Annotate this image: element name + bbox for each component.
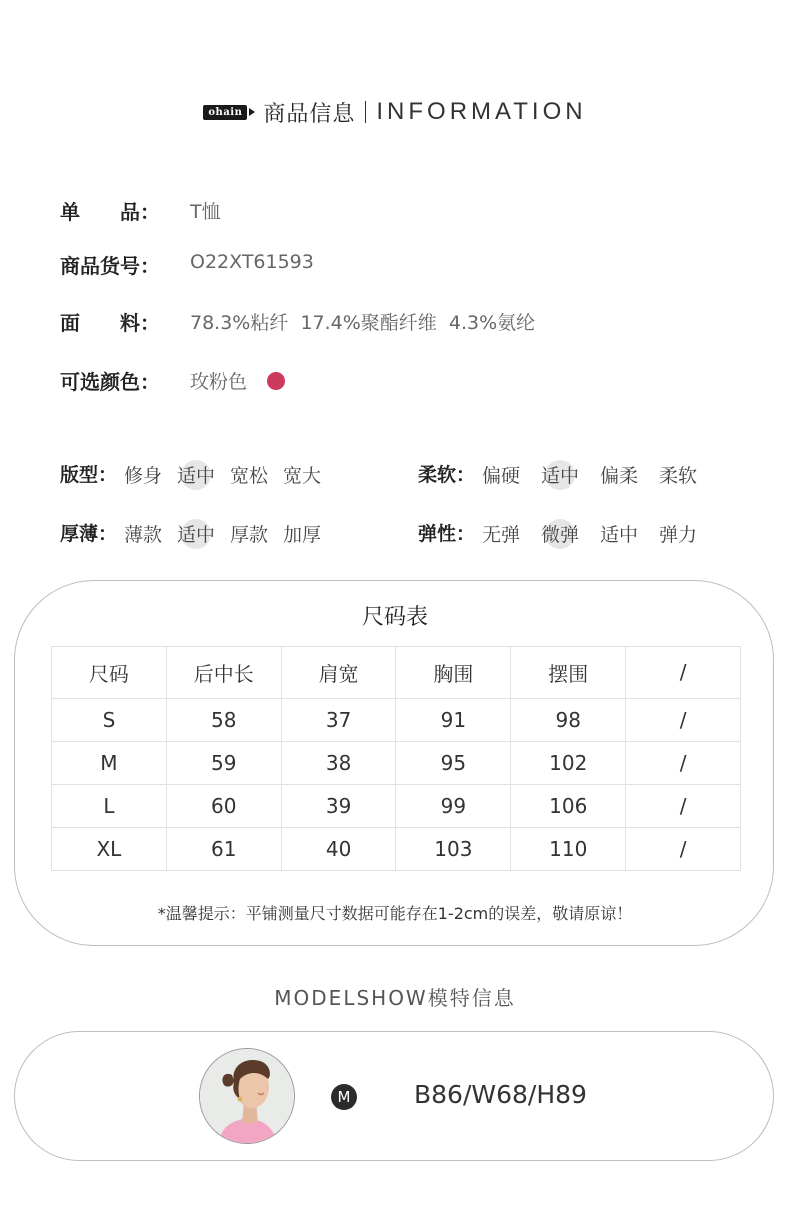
table-header-row	[52, 647, 741, 699]
table-cell: 38	[281, 741, 396, 784]
size-table	[51, 646, 741, 871]
model-section-title: MODELSHOW模特信息	[274, 986, 516, 1010]
model-size-badge: M	[331, 1084, 357, 1110]
info-value-sku: O22XT61593	[190, 251, 314, 273]
attr-fit-option: 宽大	[283, 465, 322, 487]
table-row	[52, 784, 741, 827]
brand-logo: ohain	[203, 105, 247, 120]
model-portrait-icon	[200, 1049, 295, 1144]
table-cell: XL	[52, 827, 167, 870]
table-cell: 110	[511, 827, 626, 870]
attr-thickness-option: 厚款	[230, 524, 269, 546]
attr-softness-option: 偏柔	[600, 465, 639, 487]
attr-label-fit: 版型：	[60, 464, 118, 486]
measurement-note: *温馨提示：平铺测量尺寸数据可能存在1-2cm的误差，敬请原谅！	[157, 904, 633, 923]
model-info-panel	[14, 1031, 774, 1161]
table-cell: 39	[281, 784, 396, 827]
attr-softness-option-selected: 适中	[541, 461, 579, 488]
attr-fit-option-selected: 适中	[177, 461, 215, 488]
info-label-fabric: 面 料：	[60, 311, 160, 335]
table-cell: 98	[511, 698, 626, 741]
info-value-item: T恤	[190, 201, 221, 223]
table-cell: S	[52, 698, 167, 741]
attr-elasticity-option-selected: 微弹	[541, 520, 579, 547]
attr-label-elasticity: 弹性：	[418, 523, 476, 545]
table-cell: L	[52, 784, 167, 827]
color-swatch[interactable]	[267, 372, 285, 390]
table-cell: 91	[396, 698, 511, 741]
attr-softness-option: 柔软	[659, 465, 698, 487]
table-header-cell: 胸围	[396, 647, 511, 699]
table-cell: 61	[166, 827, 281, 870]
table-cell: 103	[396, 827, 511, 870]
info-value-color-row	[190, 367, 285, 394]
info-label-color: 可选颜色：	[60, 370, 160, 394]
info-value-color: 玫粉色	[190, 371, 248, 393]
attr-elasticity-option: 适中	[600, 524, 639, 546]
table-cell: /	[626, 827, 741, 870]
size-chart-title: 尺码表	[361, 605, 428, 630]
info-label-sku: 商品货号：	[60, 254, 160, 278]
table-row	[52, 698, 741, 741]
attr-fit-option: 修身	[124, 465, 163, 487]
table-cell: 60	[166, 784, 281, 827]
table-cell: 59	[166, 741, 281, 784]
table-cell: 102	[511, 741, 626, 784]
play-triangle-icon	[249, 108, 255, 116]
attr-thickness-option: 薄款	[124, 524, 163, 546]
avatar	[199, 1048, 295, 1144]
header-title-en: INFORMATION	[376, 98, 587, 125]
attr-fit-option: 宽松	[230, 465, 269, 487]
table-cell: /	[626, 784, 741, 827]
model-measurements: B86/W68/H89	[414, 1080, 587, 1109]
attr-elasticity-option: 无弹	[482, 524, 521, 546]
attr-elasticity-option: 弹力	[659, 524, 698, 546]
table-cell: 99	[396, 784, 511, 827]
header-title-cn: 商品信息	[263, 101, 356, 127]
table-cell: 95	[396, 741, 511, 784]
attr-thickness-option-selected: 适中	[177, 520, 215, 547]
table-cell: /	[626, 698, 741, 741]
table-header-cell: 肩宽	[281, 647, 396, 699]
table-cell: M	[52, 741, 167, 784]
info-label-item: 单 品：	[60, 200, 160, 224]
table-cell: 106	[511, 784, 626, 827]
table-row	[52, 741, 741, 784]
header-divider	[365, 101, 366, 123]
info-value-fabric: 78.3%粘纤 17.4%聚酯纤维 4.3%氨纶	[190, 312, 536, 334]
attr-softness-option: 偏硬	[482, 465, 521, 487]
table-header-cell: /	[626, 647, 741, 699]
table-cell: 40	[281, 827, 396, 870]
table-header-cell: 摆围	[511, 647, 626, 699]
attr-thickness-option: 加厚	[283, 524, 322, 546]
attr-label-softness: 柔软：	[418, 464, 476, 486]
table-cell: 37	[281, 698, 396, 741]
table-cell: 58	[166, 698, 281, 741]
table-header-cell: 尺码	[52, 647, 167, 699]
table-header-cell: 后中长	[166, 647, 281, 699]
attr-label-thickness: 厚薄：	[60, 523, 118, 545]
table-row	[52, 827, 741, 870]
section-header	[0, 96, 790, 128]
table-cell: /	[626, 741, 741, 784]
